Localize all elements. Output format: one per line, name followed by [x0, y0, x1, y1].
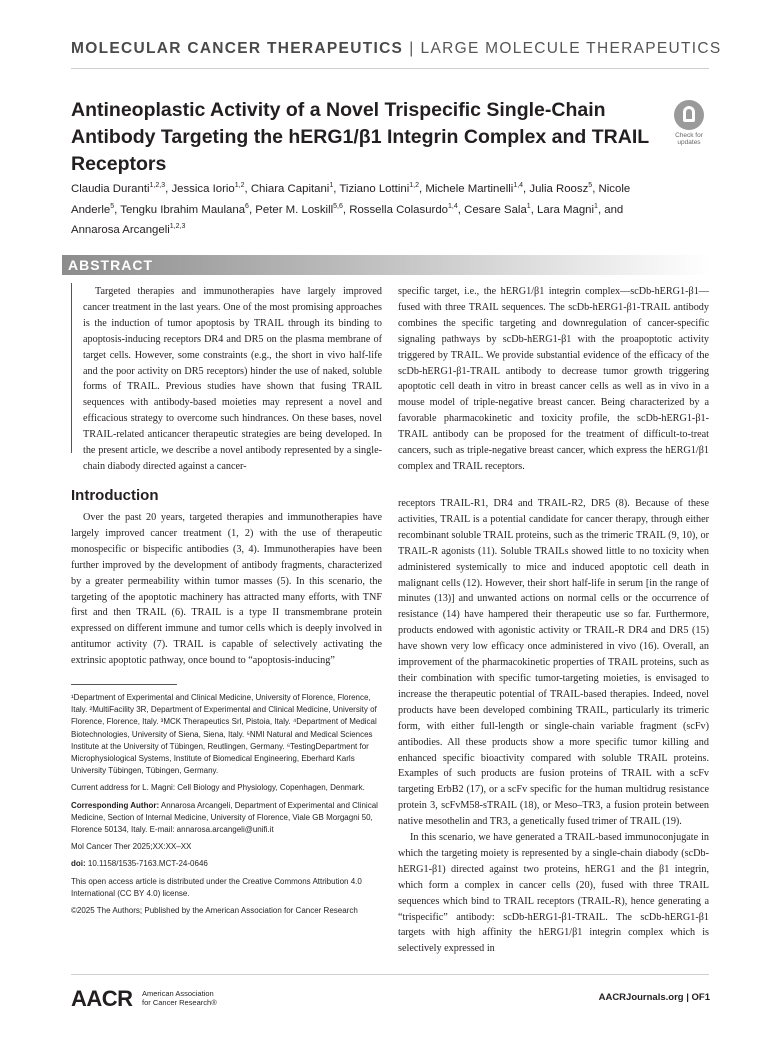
author-name: Claudia Duranti$^{1,2,3}$	[71, 182, 166, 195]
author-name: Peter M. Loskill$^{5,6}$	[255, 202, 343, 216]
journal-header	[71, 40, 722, 58]
author-affiliation: 1,2,3	[169, 223, 186, 231]
author-affiliation: 5,6	[333, 202, 343, 210]
section-name: LARGE MOLECULE THERAPEUTICS	[420, 40, 722, 57]
journal-url-page[interactable]: AACRJournals.org | OF1	[598, 992, 710, 1003]
footnotes	[71, 692, 382, 922]
author-affiliation: 6	[245, 202, 249, 210]
abstract-column-2: specific target, i.e., the hERG1/β1 integrin complex—scDb-hERG1-β1—fused with three TRAIL sequences. The scDb-hERG1-β1-TRAIL antibody combines the specific targeting and downregulation of cancer-specific signaling pathways by scDb-hERG1-β1 with the proapoptotic activity triggered by TRAIL. We provide substantial evidence of the efficacy of the scDb-hERG1-β1-TRAIL antibody to decrease tumor growth triggering apoptotic cell death in vitro in breast cancer cells as well as in vivo in a mouse model of triple-negative breast cancer. Being characterized by a favorable pharmacokinetic and toxicity profile, the scDb-hERG1-β1-TRAIL antibody can be proposed for the treatment of difficult-to-treat cancers, such as triple-negative breast cancer, which express the hERG1/β1 complex and TRAIL receptors.	[398, 286, 709, 472]
introduction-column-2	[398, 496, 709, 957]
check-for-updates-icon	[674, 100, 704, 130]
author-name: Annarosa Arcangeli$^{1,2,3}$	[71, 223, 186, 237]
author-name: Lara Magni$^1$	[537, 202, 598, 216]
author-name: Jessica Iorio$^{1,2}$	[171, 182, 245, 195]
doi	[71, 858, 382, 870]
abstract-column-1: Targeted therapies and immunotherapies have largely improved cancer treatment in the last years. One of the most promising approaches is the induction of tumor apoptosis by TRAIL through its binding to apoptosis-inducing receptors DR4 and DR5 on the plasma membrane of target cells. However, some constraints (e.g., the short in vivo half-life and the poor activity on DR5 receptors) hinder the use of naked, soluble forms of TRAIL. Previous studies have shown that fusing TRAIL sequences with antibody-based moieties may represent a novel and efficacious strategy to overcome such hindrances. On these bases, novel TRAIL-related anticancer therapeutic strategies are being developed. In the present article, we describe a novel antibody represented by a single-chain diabody directed against a cancer-	[83, 286, 382, 472]
current-address: Current address for L. Magni: Cell Biology and Physiology, Copenhagen, Denmark.	[71, 783, 365, 793]
corresponding-author-label: Corresponding Author:	[71, 800, 160, 810]
corresponding-author	[71, 800, 382, 837]
check-for-updates-badge[interactable]	[668, 100, 710, 146]
author-name: Nicole Anderle$^5$	[71, 182, 631, 216]
aacr-org-line-1: American Association	[142, 989, 214, 998]
abstract-rule	[71, 283, 72, 453]
author-name: Michele Martinelli$^{1,4}$	[425, 182, 524, 195]
citation: Mol Cancer Ther 2025;XX:XX–XX	[71, 842, 192, 852]
author-name: Rossella Colasurdo$^{1,4}$	[349, 202, 458, 216]
author-affiliation: 5	[110, 202, 115, 210]
aacr-organization	[142, 989, 217, 1007]
introduction-paragraph: In this scenario, we have generated a TRAIL-based immunoconjugate in which the targeting moiety is represented by a single-chain diabody (scDb-hERG1-β1) directed against two proteins, hERG1 and the β1 integrin, which form a complex in cancer cells (20), fused with three TRAIL sequences which bind to TRAIL receptors (TRAIL-R), hence generating a “trispecific” antibody: scDb-hERG1-β1-TRAIL. The scDb-hERG1-β1 targets with high affinity the hERG1/β1 integrin complex which is selectively expressed in	[398, 832, 709, 955]
author-name: Julia Roosz$^5$	[529, 182, 593, 195]
abstract-heading: ABSTRACT	[68, 257, 153, 273]
header-rule	[71, 68, 709, 69]
check-for-updates-label: Check for updates	[675, 132, 703, 146]
abstract-heading-bar	[62, 255, 710, 275]
footnote-rule	[71, 684, 177, 685]
author-affiliation: 1,2	[409, 182, 419, 189]
author-affiliation: 5	[588, 182, 593, 189]
journal-name: MOLECULAR CANCER THERAPEUTICS	[71, 40, 404, 57]
corresponding-author-text: Annarosa Arcangeli, Department of Experimental and Clinical Medicine, Section of Internal Medicine, University of Florence, Viale GB Morgagni 50, Florence 50134, Italy. E-mail: annarosa.arcangeli@unifi.it	[71, 800, 378, 835]
author-affiliation: 1,4	[448, 202, 458, 210]
author-name: Tengku Ibrahim Maulana$^6$	[120, 202, 249, 216]
author-list: Claudia Duranti$^{1,2,3}$, Jessica Iorio$^{1,2}$, Chiara Capitani$^1$, Tiziano Lottini$^{1,2}$, Michele Martinelli$^{1,4}$, Julia Roosz$^5$, Nicole Anderle$^5$, Tengku Ibrahim Maulana$^6$, Peter M. Loskill$^{5,6}$, Rossella Colasurdo$^{1,4}$, Cesare Sala$^1$, Lara Magni$^1$, and Annarosa Arcangeli$^{1,2,3}$	[71, 182, 631, 237]
aacr-logo[interactable]: AACR	[71, 986, 133, 1011]
article-title: Antineoplastic Activity of a Novel Trispecific Single-Chain Antibody Targeting the hERG1/β1 Integrin Complex and TRAIL Receptors	[71, 99, 649, 175]
introduction-column-1: Over the past 20 years, targeted therapies and immunotherapies have largely improved cancer treatment (1, 2) with the use of therapeutic monospecific or bispecific antibodies (3, 4). Immunotherapies have been further improved by the development of antibody fragments, characterized by a greater permeability within tumor masses (5). In this scenario, the targeting of the apoptotic machinery has attracted many efforts, with TNF first and then TRAIL (6). TRAIL is a type II transmembrane protein expressed on different immune and tumor cells which is deeply involved in antitumor activity (7). TRAIL is capable of selectively activating the extrinsic apoptotic pathway, once bound to “apoptosis-inducing”	[71, 512, 382, 667]
author-affiliation: 1	[526, 202, 531, 210]
author-affiliation: 1,2,3	[149, 182, 166, 189]
author-name: Tiziano Lottini$^{1,2}$	[339, 182, 419, 195]
license: This open access article is distributed under the Creative Commons Attribution 4.0 International (CC BY 4.0) license.	[71, 876, 362, 898]
author-name: Chiara Capitani$^1$	[250, 182, 334, 195]
author-affiliation: 1	[329, 182, 334, 189]
author-name: Cesare Sala$^1$	[464, 202, 531, 216]
author-affiliation: 1,4	[513, 182, 524, 189]
doi-link[interactable]: 10.1158/1535-7163.MCT-24-0646	[87, 859, 208, 869]
footer-rule	[71, 974, 709, 975]
introduction-paragraph: receptors TRAIL-R1, DR4 and TRAIL-R2, DR5 (8). Because of these activities, TRAIL is a potential candidate for cancer therapy, through either recombinant soluble TRAIL proteins, such as the trimeric TRAIL (9, 10), or TRAIL-R agonists (11). Soluble TRAILs showed little to no toxicity when administered systemically to mice and induced apoptotic cell death in malignant cells (12). However, their short half-life in serum [in the range of minutes (13)] and unwanted actions on normal cells or the occurrence of resistance (14) have hampered their therapeutic use so far. Furthermore, products endowed with agonistic activity or TRAIL-R DR4 and DR5 (15) have shown very low efficacy once administered in vivo (16). Overall, an improvement of the pharmacokinetic properties of TRAIL proteins, such as their combination with specific tumor-targeting moieties, is envisaged to increase the therapeutic potential of TRAIL-based therapies. Indeed, novel products have been developed combining TRAIL, particularly its trimeric form, with either full-length or single-chain variable fragment (scFv) antibodies. All these products show a more specific tumor killing and enhanced specific bioactivity compared with soluble TRAIL proteins. Examples of such products are fusion proteins of TRAIL with a scFv targeting ErbB2 (17), or a scFv specific for the human multidrug resistance protein 3, scFvM58-sTRAIL (18), or Meso–TR3, a fusion protein between native mesothelin and TR3, a genetically fused trimer of TRAIL (19).	[398, 498, 709, 828]
copyright: ©2025 The Authors; Published by the American Association for Cancer Research	[71, 906, 358, 916]
introduction-heading: Introduction	[71, 487, 159, 504]
header-separator: |	[409, 40, 415, 57]
author-affiliation: 1,2	[234, 182, 245, 189]
affiliations: ¹Department of Experimental and Clinical Medicine, University of Florence, Florence, Italy. ²MultiFacility 3R, Department of Experimental and Clinical Medicine, University of Florence, Florence, Italy. ³MCK Therapeutics Srl, Pistoia, Italy. ⁴Department of Medical Biotechnologies, University of Siena, Siena, Italy. ⁵NMI Natural and Medical Sciences Institute at the University of Tübingen, Reutlingen, Germany. ⁶TestingDepartment for Microphysiological Systems, Institute of Biomedical Engineering, Eberhard Karls University Tübingen, Tübingen, Germany.	[71, 693, 377, 776]
aacr-org-line-2: for Cancer Research®	[142, 998, 217, 1007]
author-affiliation: 1	[594, 202, 598, 210]
doi-label: doi:	[71, 859, 86, 869]
